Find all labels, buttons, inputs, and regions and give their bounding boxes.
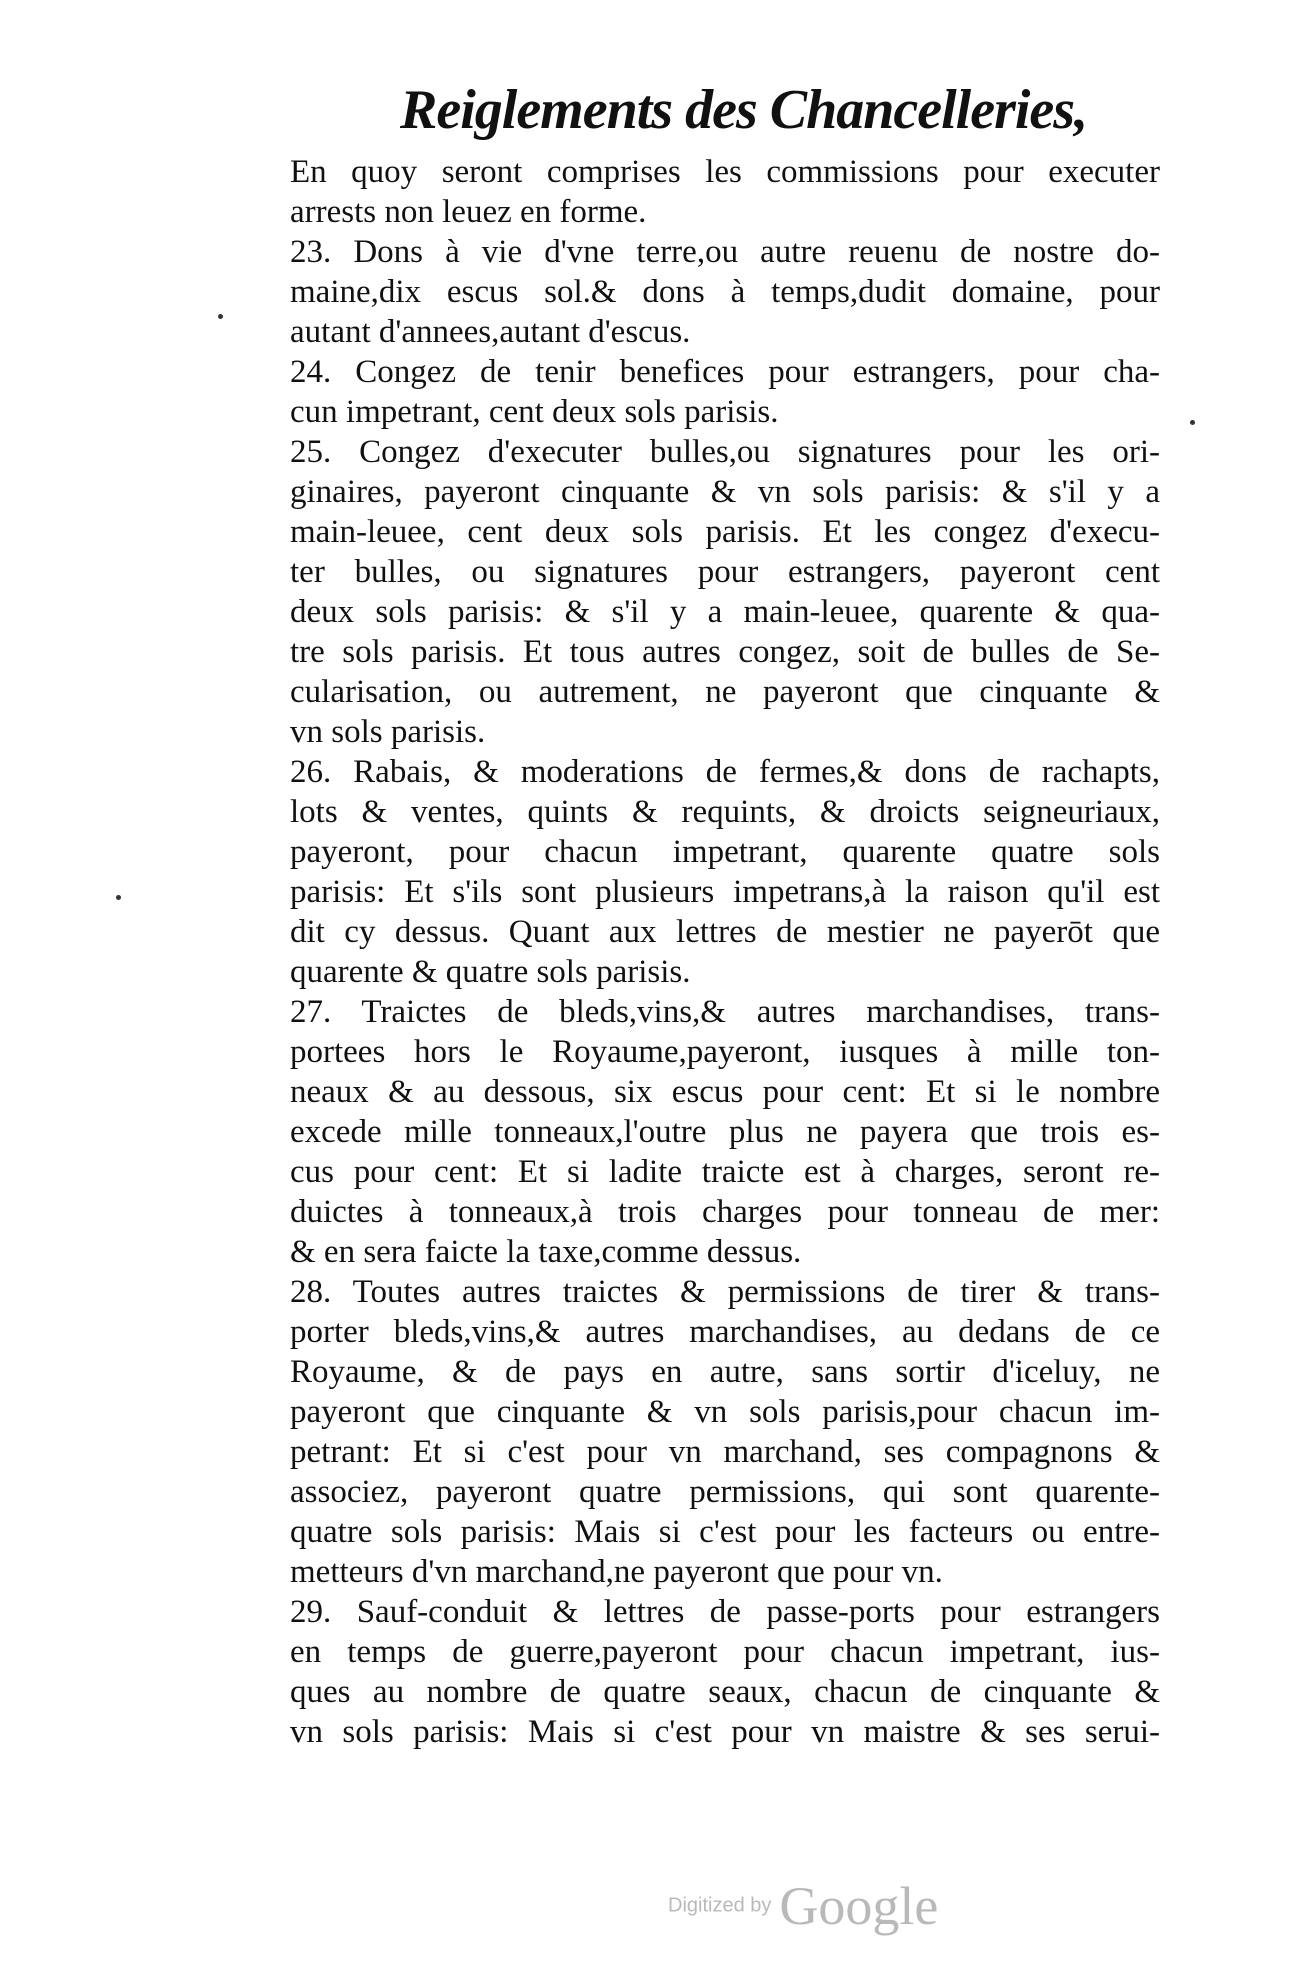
text-line: 27. Traictes de bleds,vins,& autres marchandises, trans-: [290, 994, 1160, 1030]
text-line: neaux & au dessous, six escus pour cent: Et si le nombre: [290, 1074, 1160, 1110]
text-line: dit cy dessus. Quant aux lettres de mestier ne payerōt que: [290, 914, 1160, 950]
text-line: 24. Congez de tenir benefices pour estrangers, pour cha-: [290, 354, 1160, 390]
text-line: autant d'annees,autant d'escus.: [290, 314, 691, 350]
text-line: arrests non leuez en forme.: [290, 194, 647, 230]
text-line: 23. Dons à vie d'vne terre,ou autre reuenu de nostre do-: [290, 234, 1160, 270]
text-line: ques au nombre de quatre seaux, chacun de cinquante &: [290, 1674, 1160, 1710]
text-line: cun impetrant, cent deux sols parisis.: [290, 394, 779, 430]
text-line: 28. Toutes autres traictes & permissions de tirer & trans-: [290, 1274, 1160, 1310]
text-line: portees hors le Royaume,payeront, iusques à mille ton-: [290, 1034, 1160, 1070]
text-line: quatre sols parisis: Mais si c'est pour les facteurs ou entre-: [290, 1514, 1160, 1550]
text-line: tre sols parisis. Et tous autres congez, soit de bulles de Se-: [290, 634, 1160, 670]
text-line: maine,dix escus sol.& dons à temps,dudit domaine, pour: [290, 274, 1160, 310]
text-line: cus pour cent: Et si ladite traicte est à charges, seront re-: [290, 1154, 1160, 1190]
text-line: en temps de guerre,payeront pour chacun impetrant, ius-: [290, 1634, 1160, 1670]
text-line: payeront que cinquante & vn sols parisis,pour chacun im-: [290, 1394, 1160, 1430]
text-line: 29. Sauf-conduit & lettres de passe-ports pour estrangers: [290, 1594, 1160, 1630]
ink-speck: [1190, 420, 1195, 425]
text-line: payeront, pour chacun impetrant, quarente quatre sols: [290, 834, 1160, 870]
body-text: [290, 152, 1160, 1752]
text-line: 25. Congez d'executer bulles,ou signatures pour les ori-: [290, 434, 1160, 470]
text-line: vn sols parisis: Mais si c'est pour vn maistre & ses serui-: [290, 1714, 1160, 1750]
text-line: porter bleds,vins,& autres marchandises, au dedans de ce: [290, 1314, 1160, 1350]
text-line: lots & ventes, quints & requints, & droicts seigneuriaux,: [290, 794, 1160, 830]
text-line: parisis: Et s'ils sont plusieurs impetrans,à la raison qu'il est: [290, 874, 1160, 910]
google-logo: Google: [779, 1876, 939, 1936]
text-line: Royaume, & de pays en autre, sans sortir d'iceluy, ne: [290, 1354, 1160, 1390]
text-line: main-leuee, cent deux sols parisis. Et les congez d'execu-: [290, 514, 1160, 550]
text-line: En quoy seront comprises les commissions pour executer: [290, 154, 1160, 190]
text-line: excede mille tonneaux,l'outre plus ne payera que trois es-: [290, 1114, 1160, 1150]
text-line: 26. Rabais, & moderations de fermes,& dons de rachapts,: [290, 754, 1160, 790]
text-line: cularisation, ou autrement, ne payeront que cinquante &: [290, 674, 1160, 710]
text-line: vn sols parisis.: [290, 714, 486, 750]
text-line: & en sera faicte la taxe,comme dessus.: [290, 1234, 802, 1270]
ink-speck: [218, 314, 223, 319]
text-line: metteurs d'vn marchand,ne payeront que pour vn.: [290, 1554, 943, 1590]
watermark-prefix: Digitized by: [668, 1894, 772, 1917]
text-line: duictes à tonneaux,à trois charges pour tonneau de mer:: [290, 1194, 1160, 1230]
text-line: associez, payeront quatre permissions, qui sont quarente-: [290, 1474, 1160, 1510]
text-line: petrant: Et si c'est pour vn marchand, ses compagnons &: [290, 1434, 1160, 1470]
text-line: ginaires, payeront cinquante & vn sols parisis: & s'il y a: [290, 474, 1160, 510]
text-line: deux sols parisis: & s'il y a main-leuee, quarente & qua-: [290, 594, 1160, 630]
ink-speck: [116, 895, 121, 900]
text-line: ter bulles, ou signatures pour estrangers, payeront cent: [290, 554, 1160, 590]
running-head: Reiglements des Chancelleries,: [400, 79, 1088, 141]
digitized-by-google-watermark: [668, 1875, 938, 1937]
text-line: quarente & quatre sols parisis.: [290, 954, 691, 990]
